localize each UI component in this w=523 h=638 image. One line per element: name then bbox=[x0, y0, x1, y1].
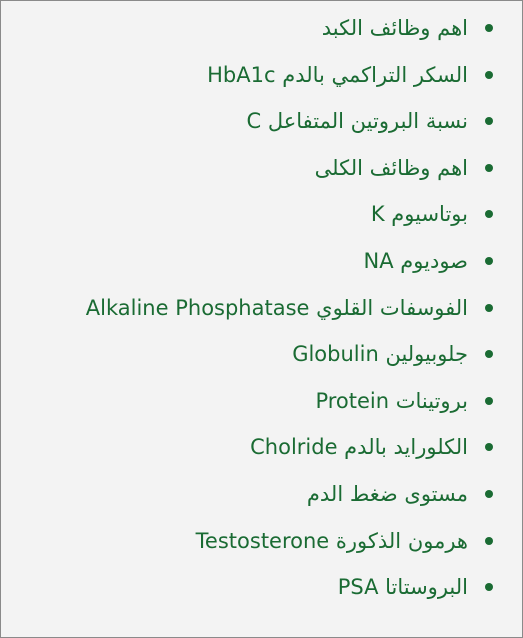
test-list bbox=[11, 9, 468, 615]
list-item bbox=[11, 9, 468, 56]
bullet-icon bbox=[485, 583, 493, 591]
bullet-icon bbox=[485, 71, 493, 79]
list-item-label: مستوى ضغط الدم bbox=[306, 481, 468, 506]
list-item-label: جلوبيولين Globulin bbox=[292, 342, 468, 367]
list-item-label: نسبة البروتين المتفاعل C bbox=[246, 109, 468, 134]
list-item bbox=[11, 289, 468, 336]
bullet-icon bbox=[485, 490, 493, 498]
list-item bbox=[11, 195, 468, 242]
bullet-icon bbox=[485, 537, 493, 545]
list-item-label: بوتاسيوم K bbox=[370, 202, 468, 227]
list-item bbox=[11, 335, 468, 382]
bullet-icon bbox=[485, 164, 493, 172]
bullet-icon bbox=[485, 350, 493, 358]
list-item bbox=[11, 102, 468, 149]
bullet-icon bbox=[485, 304, 493, 312]
list-item bbox=[11, 428, 468, 475]
list-item bbox=[11, 149, 468, 196]
list-item-label: اهم وظائف الكبد bbox=[321, 16, 468, 40]
list-item-label: اهم وظائف الكلى bbox=[314, 155, 468, 180]
list-item bbox=[11, 522, 468, 569]
list-item-label: الفوسفات القلوي Alkaline Phosphatase bbox=[85, 295, 468, 320]
list-item bbox=[11, 242, 468, 289]
list-item-label: الكلورايد بالدم Cholride bbox=[250, 435, 468, 460]
list-item bbox=[11, 475, 468, 522]
list-item bbox=[11, 382, 468, 429]
bullet-icon bbox=[485, 443, 493, 451]
bullet-icon bbox=[485, 117, 493, 125]
list-item-label: البروستاتا PSA bbox=[337, 575, 468, 600]
list-item bbox=[11, 56, 468, 103]
list-item-label: هرمون الذكورة Testosterone bbox=[195, 528, 468, 553]
list-item bbox=[11, 568, 468, 615]
list-item-label: السكر التراكمي بالدم HbA1c bbox=[207, 62, 468, 87]
bullet-icon bbox=[485, 397, 493, 405]
bullet-icon bbox=[485, 257, 493, 265]
bullet-icon bbox=[485, 210, 493, 218]
list-item-label: صوديوم NA bbox=[363, 248, 468, 273]
list-item-label: بروتينات Protein bbox=[315, 388, 468, 413]
bullet-icon bbox=[485, 24, 493, 32]
